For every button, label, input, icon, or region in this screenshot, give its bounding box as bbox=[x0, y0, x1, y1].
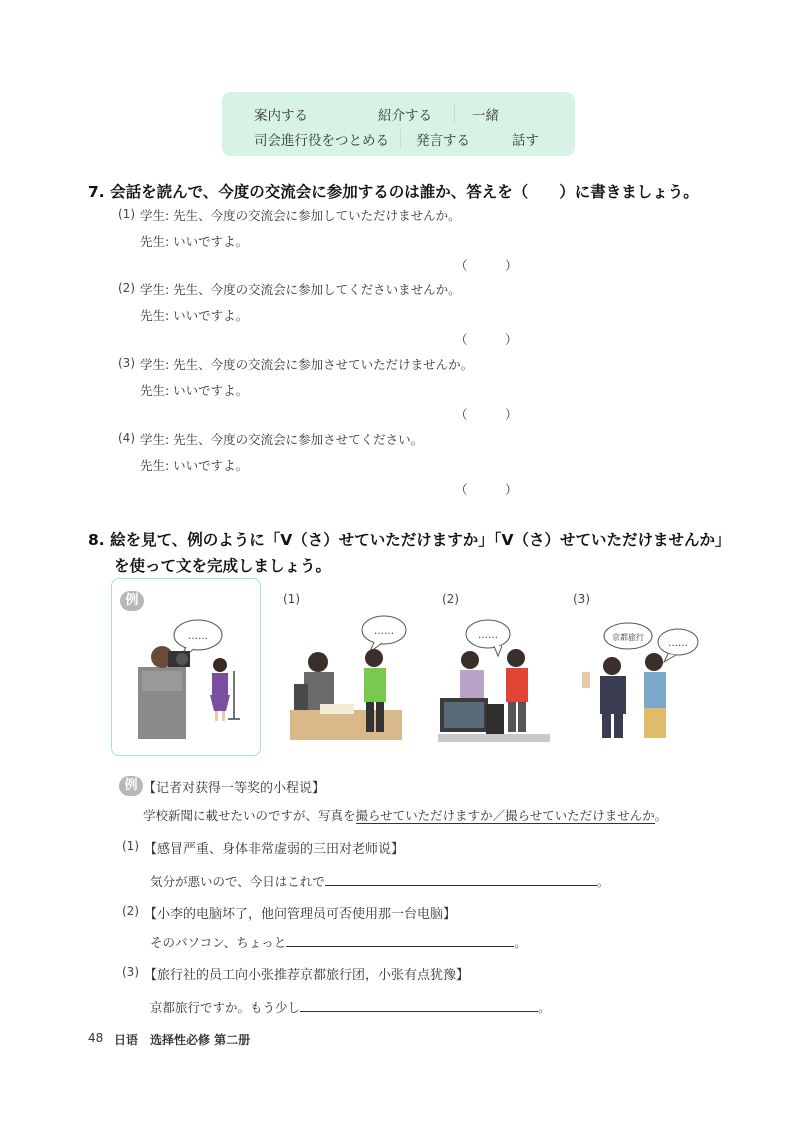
sentence-end: 。 bbox=[538, 1000, 551, 1015]
item-number: (4) bbox=[118, 431, 135, 445]
sentence-text: そのパソコン、ちょっと bbox=[150, 935, 287, 950]
student-line: 学生: 先生、今度の交流会に参加させていただけませんか。 bbox=[140, 357, 474, 372]
student-line: 学生: 先生、今度の交流会に参加していただけませんか。 bbox=[140, 208, 461, 223]
exercise-context: 【感冒严重、身体非常虚弱的三田对老师说】 bbox=[144, 842, 405, 857]
answer-blank[interactable] bbox=[300, 999, 538, 1012]
exercise-context: 【小李的电脑坏了，他问管理员可否使用那一台电脑】 bbox=[144, 907, 457, 922]
example-answer: 撮らせていただけますか／撮らせていただけませんか bbox=[355, 808, 655, 823]
exercise-sentence bbox=[150, 933, 527, 951]
photographer-illustration bbox=[112, 579, 260, 755]
word-item: 紹介する bbox=[378, 108, 432, 124]
answer-blank[interactable] bbox=[286, 934, 514, 947]
word-item: 案内する bbox=[254, 108, 308, 124]
item-number: (3) bbox=[118, 356, 135, 370]
exercise-number: (1) bbox=[122, 839, 139, 853]
word-item: 発言する bbox=[416, 133, 470, 149]
sentence-text: 京都旅行ですか。もう少し bbox=[150, 1000, 301, 1015]
exercise-sentence bbox=[150, 998, 551, 1016]
sentence-end: 。 bbox=[596, 874, 610, 889]
example-sentence bbox=[143, 806, 667, 824]
picture-label: (3) bbox=[573, 592, 590, 606]
exercise-number: (2) bbox=[122, 904, 139, 918]
answer-blank[interactable]: （ ） bbox=[455, 258, 518, 273]
page-number: 48 bbox=[88, 1031, 104, 1045]
sign-text: 京都旅行 bbox=[612, 633, 644, 642]
sentence-text: 気分が悪いので、今日はこれで bbox=[150, 874, 325, 889]
teacher-line: 先生: いいですよ。 bbox=[140, 383, 249, 398]
word-item: 話す bbox=[512, 133, 539, 149]
example-sentence-prefix: 学校新聞に載せたいのですが、写真を bbox=[143, 808, 356, 823]
example-badge: 例 bbox=[120, 591, 144, 611]
exercise-number: (3) bbox=[122, 965, 139, 979]
student-line: 学生: 先生、今度の交流会に参加させてください。 bbox=[140, 432, 424, 447]
question-8-title: 8. 絵を見て、例のように「V（さ）せていただけますか」「V（さ）せていただけませんか」 bbox=[88, 531, 731, 549]
teacher-line: 先生: いいですよ。 bbox=[140, 308, 249, 323]
student-line: 学生: 先生、今度の交流会に参加してくださいませんか。 bbox=[140, 282, 461, 297]
student-teacher-desk-illustration bbox=[290, 612, 408, 744]
word-item: 司会進行役をつとめる bbox=[254, 133, 389, 149]
example-badge: 例 bbox=[119, 776, 143, 796]
picture-label: (1) bbox=[283, 592, 300, 606]
word-box bbox=[222, 92, 575, 156]
book-title: 日语 选择性必修 第二册 bbox=[114, 1033, 251, 1047]
word-item: 一緒 bbox=[472, 108, 499, 124]
answer-blank[interactable] bbox=[325, 873, 597, 886]
speech-text: …… bbox=[374, 626, 394, 637]
answer-blank[interactable]: （ ） bbox=[455, 407, 518, 422]
teacher-line: 先生: いいですよ。 bbox=[140, 234, 249, 249]
question-8-title-line2: を使って文を完成しましょう。 bbox=[114, 557, 332, 575]
speech-text: …… bbox=[188, 631, 208, 642]
item-number: (1) bbox=[118, 207, 135, 221]
example-sentence-suffix: 。 bbox=[654, 808, 668, 823]
travel-agent-illustration bbox=[572, 612, 702, 744]
exercise-context: 【旅行社的员工向小张推荐京都旅行团，小张有点犹豫】 bbox=[144, 968, 470, 983]
speech-text: …… bbox=[668, 638, 688, 649]
picture-label: (2) bbox=[442, 592, 459, 606]
answer-blank[interactable]: （ ） bbox=[455, 482, 518, 497]
teacher-line: 先生: いいですよ。 bbox=[140, 458, 249, 473]
computer-illustration bbox=[438, 612, 552, 744]
exercise-sentence bbox=[150, 872, 609, 890]
sentence-end: 。 bbox=[514, 935, 527, 950]
example-picture-card bbox=[111, 578, 261, 756]
divider bbox=[400, 129, 401, 149]
speech-text: …… bbox=[478, 630, 498, 641]
question-7-title: 7. 会話を読んで、今度の交流会に参加するのは誰か、答えを（ ）に書きましょう。 bbox=[88, 183, 699, 201]
item-number: (2) bbox=[118, 281, 135, 295]
divider bbox=[454, 104, 455, 124]
answer-blank[interactable]: （ ） bbox=[455, 332, 518, 347]
example-context: 【记者对获得一等奖的小程说】 bbox=[143, 781, 326, 796]
